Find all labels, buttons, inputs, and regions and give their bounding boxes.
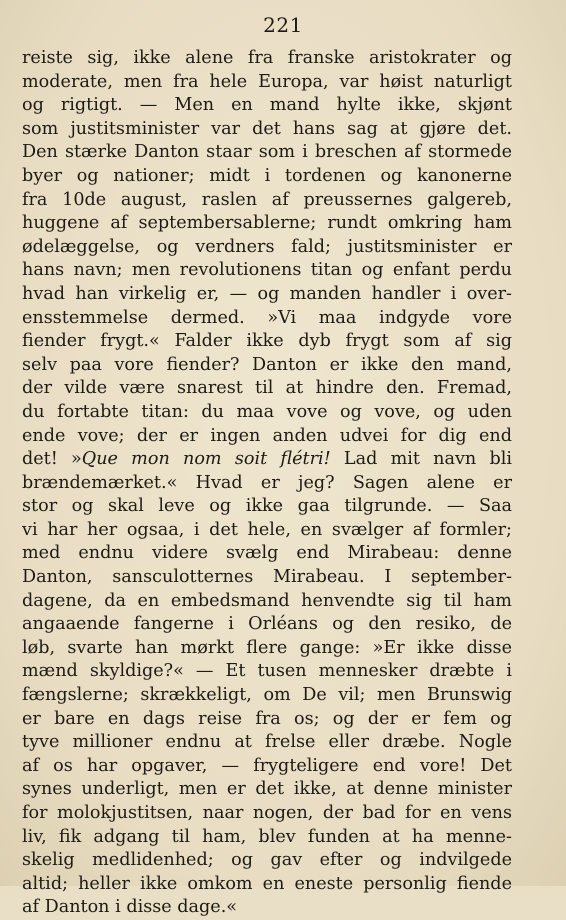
text-line-content: af os har opgaver, — frygteligere end vore! Det [22, 755, 512, 776]
text-line-content: og rigtigt. — Men en mand hylte ikke, skjønt [22, 95, 512, 116]
text-line-content: ensstemmelse dermed. »Vi maa indgyde vore [22, 307, 512, 328]
text-line [22, 660, 512, 684]
text-line [22, 236, 512, 260]
text-line-content: angaaende fangerne i Orléans og den resiko, de [22, 614, 512, 635]
text-line-content: det! » [22, 449, 82, 470]
text-line-content: brændemærket.« Hvad er jeg? Sagen alene er [22, 472, 512, 493]
text-line [22, 165, 512, 189]
text-line-content: ende vove; der er ingen anden udvei for dig end [22, 425, 512, 446]
text-line-content: af Danton i disse dage.« [22, 897, 238, 918]
text-line [22, 425, 512, 449]
text-line-content: ødelæggelse, og verdners fald; justitsminister er [22, 236, 512, 257]
text-line [22, 354, 512, 378]
text-line-content: skelig medlidenhed; og gav efter og indvilgede [22, 850, 512, 871]
text-line [22, 141, 512, 165]
text-line [22, 637, 512, 661]
text-line-content: moderate, men fra hele Europa, var høist naturligt [22, 71, 512, 92]
text-line-content: dagene, da en embedsmand henvendte sig til ham [22, 590, 512, 611]
text-line [22, 708, 512, 732]
text-line-content: fiender frygt.« Falder ikke dyb frygt som af sig [22, 331, 512, 352]
text-line-content: fra 10de august, raslen af preussernes galgereb, [22, 189, 512, 210]
text-line-content: tyve millioner endnu at frelse eller dræbe. Nogle [22, 732, 512, 753]
text-line-content: hans navn; men revolutionens titan og enfant perdu [22, 260, 512, 281]
text-line [22, 896, 512, 920]
text-line-content: byer og nationer; midt i tordenen og kanonerne [22, 165, 512, 186]
text-line [22, 826, 512, 850]
text-line [22, 472, 512, 496]
text-line-continuation: Lad mit navn bli [330, 449, 512, 470]
text-line [22, 566, 512, 590]
text-line-content: løb, svarte han mørkt flere gange: »Er ikke disse [22, 637, 512, 658]
text-line-content: som justitsminister var det hans sag at gjøre det. [22, 118, 512, 139]
body-text [22, 47, 512, 920]
text-line [22, 330, 512, 354]
text-line [22, 118, 512, 142]
text-line [22, 401, 512, 425]
text-line-content: Danton, sansculotternes Mirabeau. I september- [22, 567, 512, 588]
text-line [22, 542, 512, 566]
text-line [22, 731, 512, 755]
text-line [22, 590, 512, 614]
text-line-content: der vilde være snarest til at hindre den. Fremad, [22, 378, 512, 399]
text-line-content: Den stærke Danton staar som i breschen af stormede [22, 142, 512, 163]
text-line-content: mænd skyldige?« — Et tusen mennesker dræbte i [22, 661, 512, 682]
text-line [22, 873, 512, 897]
text-line-content: selv paa vore fiender? Danton er ikke den mand, [22, 354, 512, 375]
text-line-content: du fortabte titan: du maa vove og vove, og uden [22, 401, 512, 422]
italic-quote: Que mon nom soit flétri! [81, 449, 331, 470]
text-line-content: huggene af septembersablerne; rundt omkring ham [22, 213, 512, 234]
text-line-content: liv, fik adgang til ham, blev funden at ha menne- [22, 826, 512, 847]
text-line [22, 849, 512, 873]
text-line-content: for molokjustitsen, naar nogen, der bad for en vens [22, 803, 512, 823]
text-line [22, 283, 512, 307]
text-line-content: synes underligt, men er det ikke, at denne minister [22, 779, 512, 800]
text-line [22, 495, 512, 519]
text-line [22, 307, 512, 331]
text-line-content: stor og skal leve og ikke gaa tilgrunde. — Saa [22, 496, 512, 517]
text-line [22, 259, 512, 283]
text-line [22, 377, 512, 401]
text-line-content: er bare en dags reise fra os; og der er fem og [22, 708, 512, 729]
page-number: 221 [263, 13, 303, 37]
text-line [22, 212, 512, 236]
text-line [22, 755, 512, 779]
text-line [22, 47, 512, 71]
text-line [22, 189, 512, 213]
text-line-content: med endnu videre svælg end Mirabeau: denne [22, 543, 512, 564]
text-line [22, 802, 512, 826]
text-line [22, 613, 512, 637]
text-line-content: fængslerne; skrækkeligt, om De vil; men Brunswig [22, 685, 512, 706]
text-line [22, 448, 512, 472]
text-line [22, 71, 512, 95]
text-line-content: altid; heller ikke omkom en eneste personlig fiende [22, 873, 512, 894]
text-line [22, 94, 512, 118]
text-line-content: vi har her ogsaa, i det hele, en svælger af formler; [22, 519, 512, 540]
text-line-content: reiste sig, ikke alene fra franske aristokrater og [22, 48, 512, 68]
text-line [22, 519, 512, 543]
text-line [22, 778, 512, 802]
text-line-content: hvad han virkelig er, — og manden handler i over- [22, 283, 512, 304]
text-line [22, 684, 512, 708]
